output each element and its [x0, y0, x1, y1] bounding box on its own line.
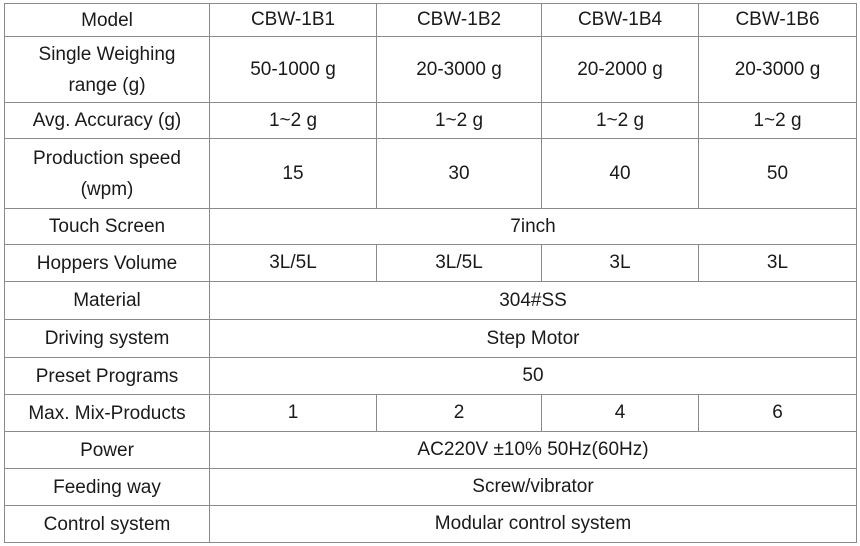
power-value: AC220V ±10% 50Hz(60Hz) [210, 432, 857, 469]
row-label-weighing-range [5, 37, 210, 103]
range-cbw-1b1: 50-1000 g [210, 37, 377, 103]
label-line-1: Production speed [33, 147, 181, 169]
range-cbw-1b4: 20-2000 g [542, 37, 699, 103]
mix-cbw-1b2: 2 [377, 395, 542, 432]
row-label-material: Material [5, 282, 210, 320]
table-row-hoppers [5, 245, 857, 282]
model-cbw-1b2: CBW-1B2 [377, 4, 542, 37]
speed-cbw-1b4: 40 [542, 139, 699, 209]
model-cbw-1b4: CBW-1B4 [542, 4, 699, 37]
feeding-value: Screw/vibrator [210, 469, 857, 506]
row-label-driving: Driving system [5, 320, 210, 358]
table-row-control [5, 506, 857, 543]
spec-table [4, 3, 857, 543]
accuracy-cbw-1b6: 1~2 g [699, 103, 857, 139]
label-line-2: (wpm) [80, 178, 134, 200]
hoppers-cbw-1b1: 3L/5L [210, 245, 377, 282]
table-row-material [5, 282, 857, 320]
table-row-accuracy [5, 103, 857, 139]
hoppers-cbw-1b2: 3L/5L [377, 245, 542, 282]
table-row-model [5, 4, 857, 37]
table-row-power [5, 432, 857, 469]
material-value: 304#SS [210, 282, 857, 320]
model-cbw-1b6: CBW-1B6 [699, 4, 857, 37]
row-label-speed [5, 139, 210, 209]
touch-screen-value: 7inch [210, 209, 857, 245]
table-row-touch-screen [5, 209, 857, 245]
range-cbw-1b2: 20-3000 g [377, 37, 542, 103]
speed-cbw-1b2: 30 [377, 139, 542, 209]
table-row-programs [5, 358, 857, 395]
row-label-touch-screen: Touch Screen [5, 209, 210, 245]
row-label-feeding: Feeding way [5, 469, 210, 506]
model-cbw-1b1: CBW-1B1 [210, 4, 377, 37]
row-label-hoppers: Hoppers Volume [5, 245, 210, 282]
table-row-weighing-range [5, 37, 857, 103]
programs-value: 50 [210, 358, 857, 395]
control-value: Modular control system [210, 506, 857, 543]
mix-cbw-1b4: 4 [542, 395, 699, 432]
accuracy-cbw-1b4: 1~2 g [542, 103, 699, 139]
speed-cbw-1b6: 50 [699, 139, 857, 209]
accuracy-cbw-1b1: 1~2 g [210, 103, 377, 139]
table-row-speed [5, 139, 857, 209]
mix-cbw-1b6: 6 [699, 395, 857, 432]
driving-value: Step Motor [210, 320, 857, 358]
hoppers-cbw-1b4: 3L [542, 245, 699, 282]
row-label-control: Control system [5, 506, 210, 543]
row-label-power: Power [5, 432, 210, 469]
row-label-model: Model [5, 4, 210, 37]
row-label-programs: Preset Programs [5, 358, 210, 395]
hoppers-cbw-1b6: 3L [699, 245, 857, 282]
row-label-accuracy: Avg. Accuracy (g) [5, 103, 210, 139]
table-row-feeding [5, 469, 857, 506]
accuracy-cbw-1b2: 1~2 g [377, 103, 542, 139]
table-row-driving [5, 320, 857, 358]
mix-cbw-1b1: 1 [210, 395, 377, 432]
label-line-2: range (g) [68, 74, 146, 96]
speed-cbw-1b1: 15 [210, 139, 377, 209]
range-cbw-1b6: 20-3000 g [699, 37, 857, 103]
table-row-mix [5, 395, 857, 432]
label-line-1: Single Weighing [38, 43, 176, 65]
row-label-mix: Max. Mix-Products [5, 395, 210, 432]
